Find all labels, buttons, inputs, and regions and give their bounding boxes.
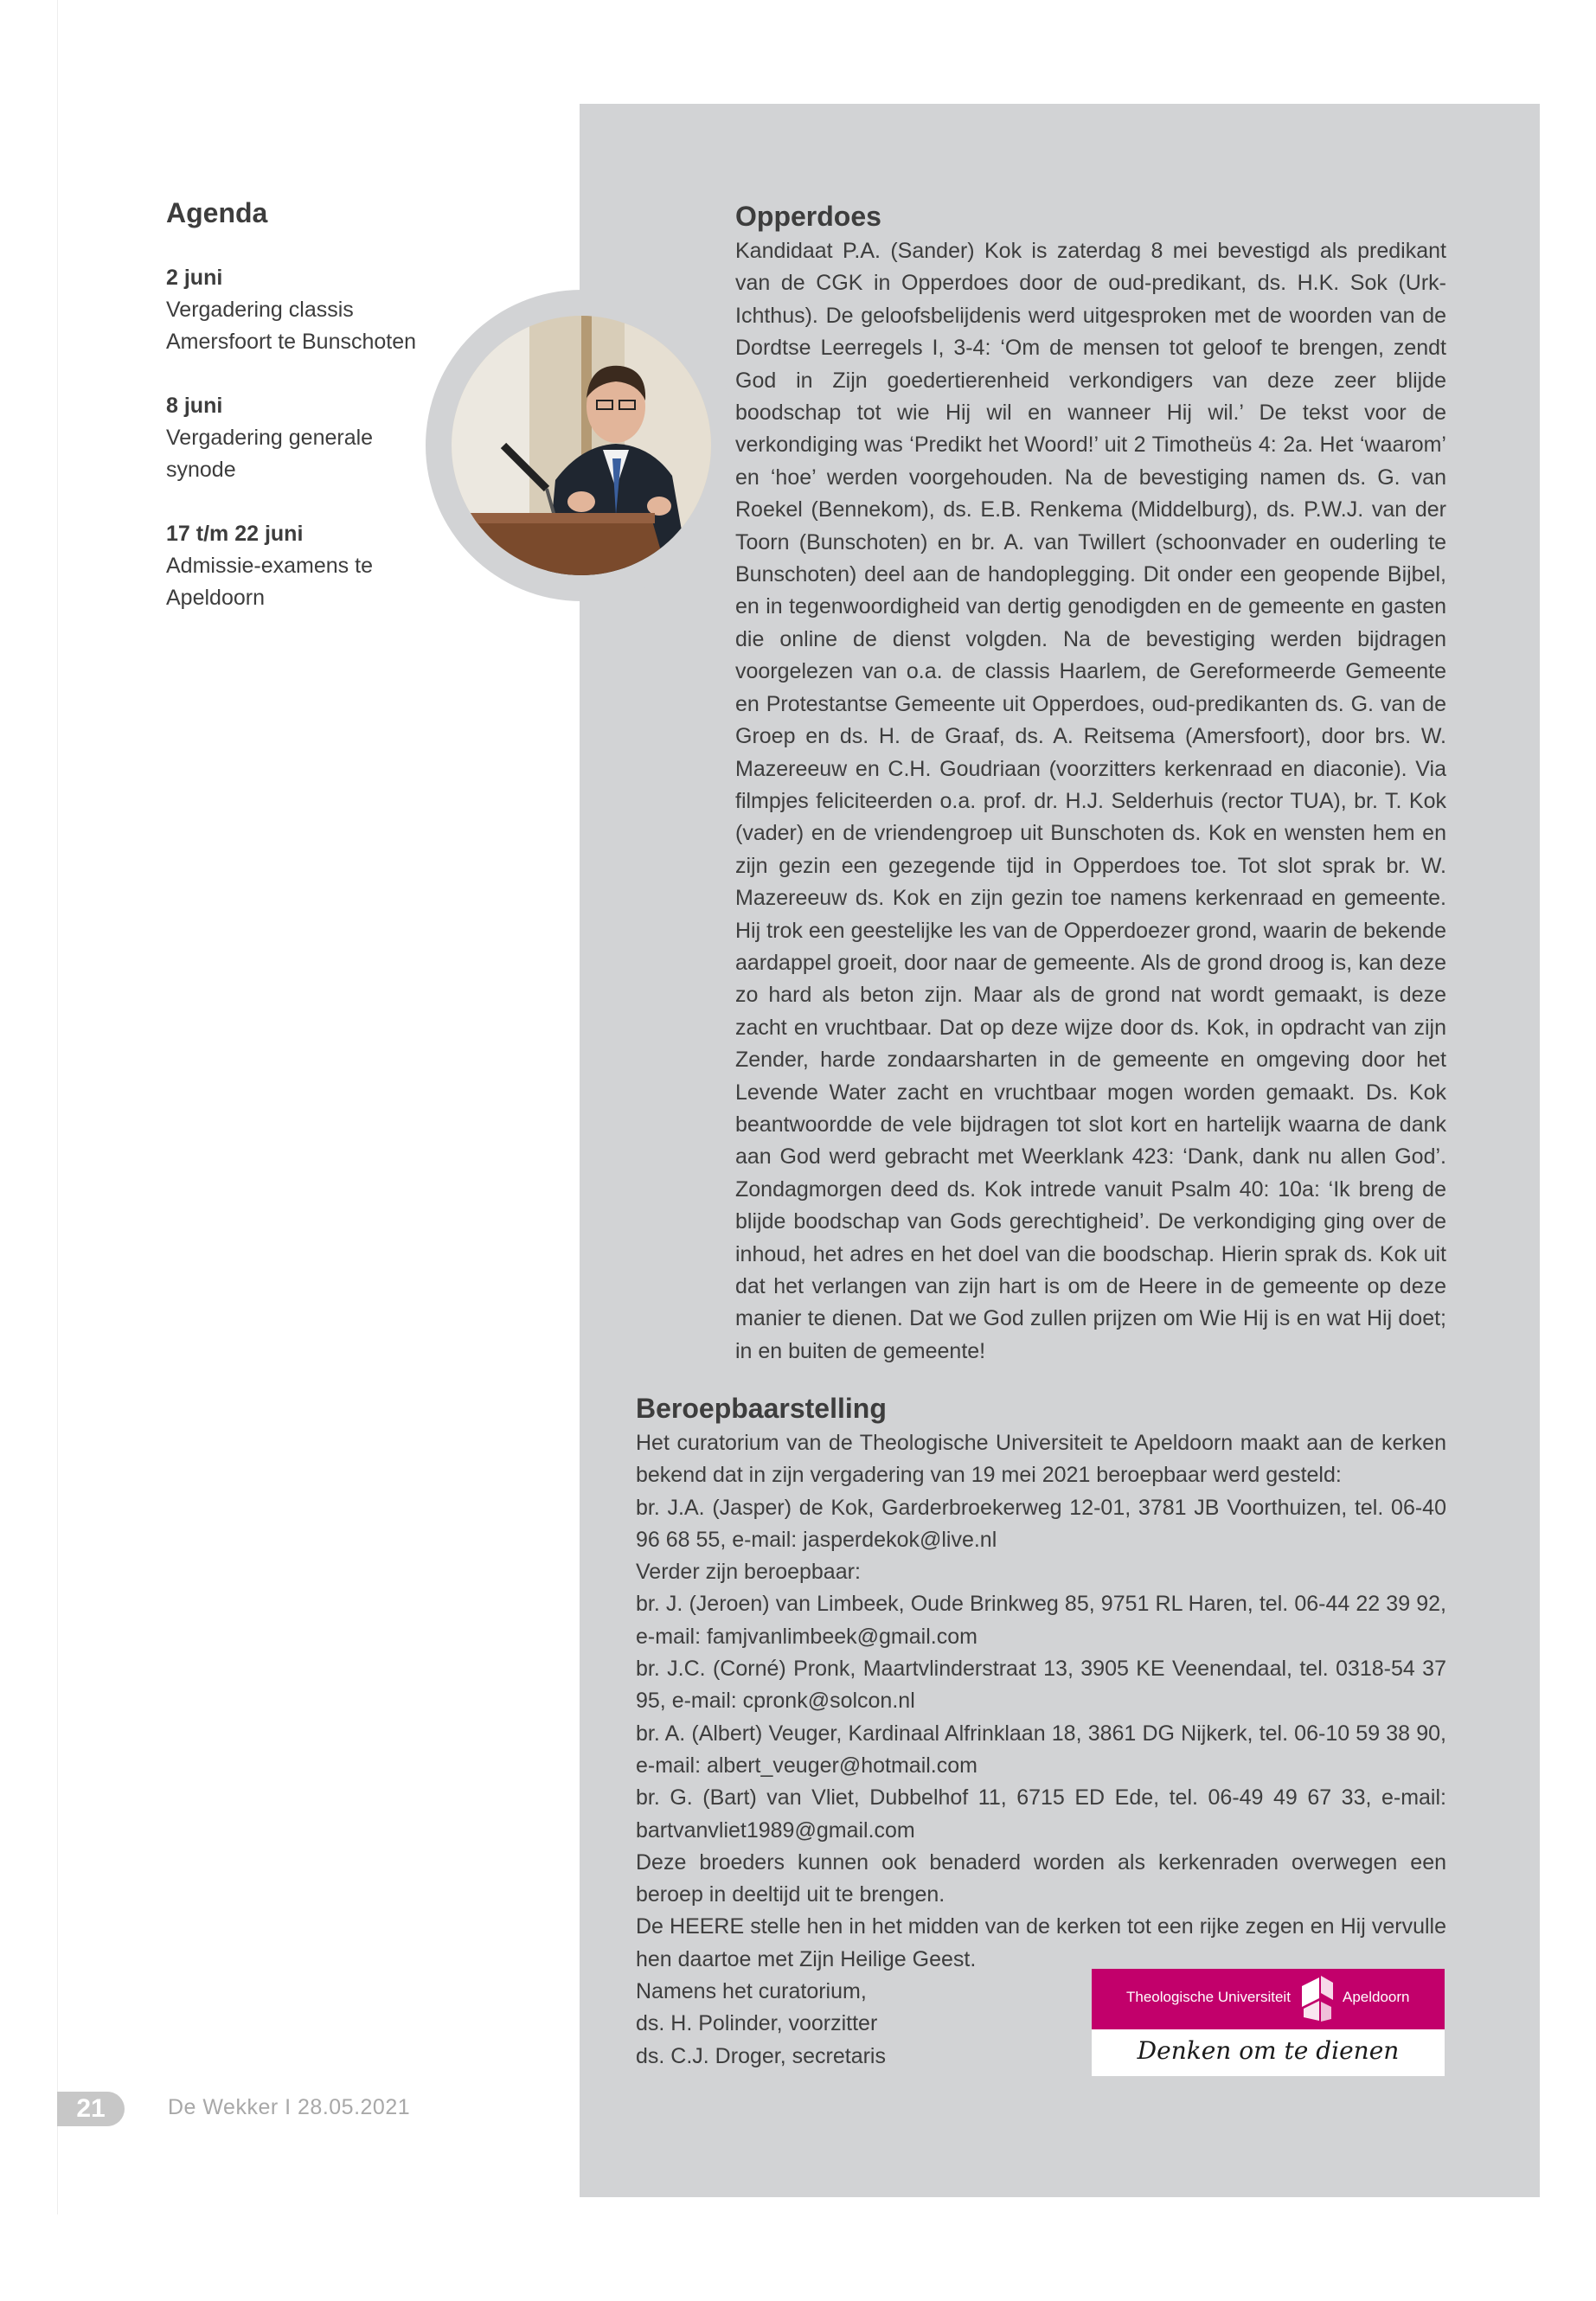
beroep-signature-secretary: ds. C.J. Droger, secretaris [636,2043,886,2068]
beroep-signature-chair: ds. H. Polinder, voorzitter [636,2011,878,2036]
agenda-date: 8 juni [166,394,223,418]
beroep-blessing: De HEERE stelle hen in het midden van de kerken tot een rijke zegen en Hij vervulle hen daartoe met Zijn Heilige Geest. [636,1914,1446,1971]
logo-mark-icon [1297,1974,1336,2029]
agenda-line: synode [166,458,236,482]
beroep-candidate: br. J.A. (Jasper) de Kok, Garderbroekerweg 12-01, 3781 JB Voorthuizen, tel. 06-40 96 68 55, e-mail: jasperdekok@live.nl [636,1495,1446,1552]
agenda-line: Amersfoort te Bunschoten [166,330,417,354]
beroep-other-candidate: br. J. (Jeroen) van Limbeek, Oude Brinkweg 85, 9751 RL Haren, tel. 06-44 22 39 92, e-mail: famjvanlimbeek@gmail.com [636,1592,1446,1649]
agenda-line: Apeldoorn [166,586,265,610]
agenda-section [166,197,460,646]
beroep-signoff: Namens het curatorium, [636,1979,867,2004]
opperdoes-article [735,197,1446,1368]
beroep-other-candidate: br. A. (Albert) Veuger, Kardinaal Alfrinklaan 18, 3861 DG Nijkerk, tel. 06-10 59 38 90, e-mail: albert_veuger@hotmail.com [636,1721,1446,1778]
agenda-title: Agenda [166,197,268,228]
page-number: 21 [57,2092,125,2126]
logo-right-text: Apeldoorn [1343,1989,1410,2005]
beroep-title: Beroepbaarstelling [636,1393,887,1424]
opperdoes-title: Opperdoes [735,201,881,232]
agenda-line: Vergadering generale [166,426,374,450]
beroep-other-candidate: br. J.C. (Corné) Pronk, Maartvlinderstraat 13, 3905 KE Veenendaal, tel. 0318-54 37 95, e-mail: cpronk@solcon.nl [636,1657,1446,1714]
beroep-other-candidate: br. G. (Bart) van Vliet, Dubbelhof 11, 6715 ED Ede, tel. 06-49 49 67 33, e-mail: bartvanvliet1989@gmail.com [636,1785,1446,1843]
page-edge [57,0,58,2214]
agenda-item [166,390,460,486]
portrait-photo [452,316,711,575]
footer-publication: De Wekker I 28.05.2021 [168,2095,411,2119]
logo-slogan: Denken om te dienen [1137,2036,1400,2065]
logo-band [1092,1969,1445,2029]
agenda-line: Admissie-examens te [166,554,373,578]
agenda-line: Vergadering classis [166,298,354,322]
beroep-further: Verder zijn beroepbaar: [636,1560,861,1585]
logo-left-text: Theologische Universiteit [1126,1989,1291,2005]
agenda-item [166,262,460,358]
agenda-date: 17 t/m 22 juni [166,522,304,546]
agenda-date: 2 juni [166,266,223,290]
tua-logo [1092,1969,1445,2076]
beroep-note: Deze broeders kunnen ook benaderd worden als kerkenraden overwegen een beroep in deeltijd uit te brengen. [636,1849,1446,1907]
beroep-intro: Het curatorium van de Theologische Universiteit te Apeldoorn maakt aan de kerken bekend dat in zijn vergadering van 19 mei 2021 beroepbaar werd gesteld: [636,1431,1446,1488]
opperdoes-body: Kandidaat P.A. (Sander) Kok is zaterdag 8 mei bevestigd als predikant van de CGK in Opperdoes door de oud-predikant, ds. H.K. Sok (Urk-Ichthus). De geloofsbelijdenis werd uitgesproken met de woorden van de Dordtse Leerregels I, 3-4: ‘Om de mensen tot geloof te brengen, zendt God in Zijn goedertierenheid verkondigers van deze zeer blijde boodschap tot wie Hij wil en wanneer Hij wil.’ De tekst voor de verkondiging was ‘Predikt het Woord!’ uit 2 Timotheüs 4: 2a. Het ‘waarom’ en ‘hoe’ werden voorgehouden. Na de bevestiging namen ds. G. van Roekel (Bennekom), ds. E.B. Renkema (Middelburg), ds. P.W.J. van der Toorn (Bunschoten) en br. A. van Twillert (schoonvader en ouderling te Bunschoten) deel aan de handoplegging. Dit onder een geopende Bijbel, en in tegenwoordigheid van dertig genodigden en de gemeente en gasten die online de dienst volgden. Na de bevestiging werden bijdragen voorgelezen van o.a. de classis Haarlem, de Gereformeerde Gemeente en Protestantse Gemeente uit Opperdoes, oud-predikanten ds. G. van de Groep en ds. H. de Graaf, ds. A. Reitsema (Amersfoort), door brs. W. Mazereeuw en C.H. Goudriaan (voorzitters kerkenraad en diaconie). Via filmpjes feliciteerden o.a. prof. dr. H.J. Selderhuis (rector TUA), br. T. Kok (vader) en de vriendengroep uit Bunschoten ds. Kok en wensten hem en zijn gezin een gezegende tijd in Opperdoes toe. Tot slot sprak br. W. Mazereeuw ds. Kok en zijn gezin toe namens kerkenraad en gemeente. Hij trok een geestelijke les van de Opperdoezer grond, waarin de bekende aardappel groeit, door naar de gemeente. Als de grond droog is, kan deze zo hard als beton zijn. Maar als de grond nat wordt gemaakt, is deze zacht en vruchtbaar. Dat op deze wijze door ds. Kok, in opdracht van zijn Zender, harde zondaarsharten in de gemeente en omgeving door het Levende Water zacht en vruchtbaar mogen worden gemaakt. Ds. Kok beantwoordde de vele bijdragen tot slot kort en hartelijk waarna de dank aan God werd gebracht met Weerklank 423: ‘Dank, dank nu allen God’. Zondagmorgen deed ds. Kok intrede vanuit Psalm 40: 10a: ‘Ik breng de blijde boodschap van Gods gerechtigheid’. De verkondiging ging over de inhoud, het adres en het doel van die boodschap. Hierin sprak ds. Kok uit dat het verlangen van zijn hart is om de Heere in de gemeente op deze manier te dienen. Dat we God zullen prijzen om Wie Hij is en wat Hij doet; in en buiten de gemeente! [735,239,1446,1363]
agenda-item [166,518,460,614]
